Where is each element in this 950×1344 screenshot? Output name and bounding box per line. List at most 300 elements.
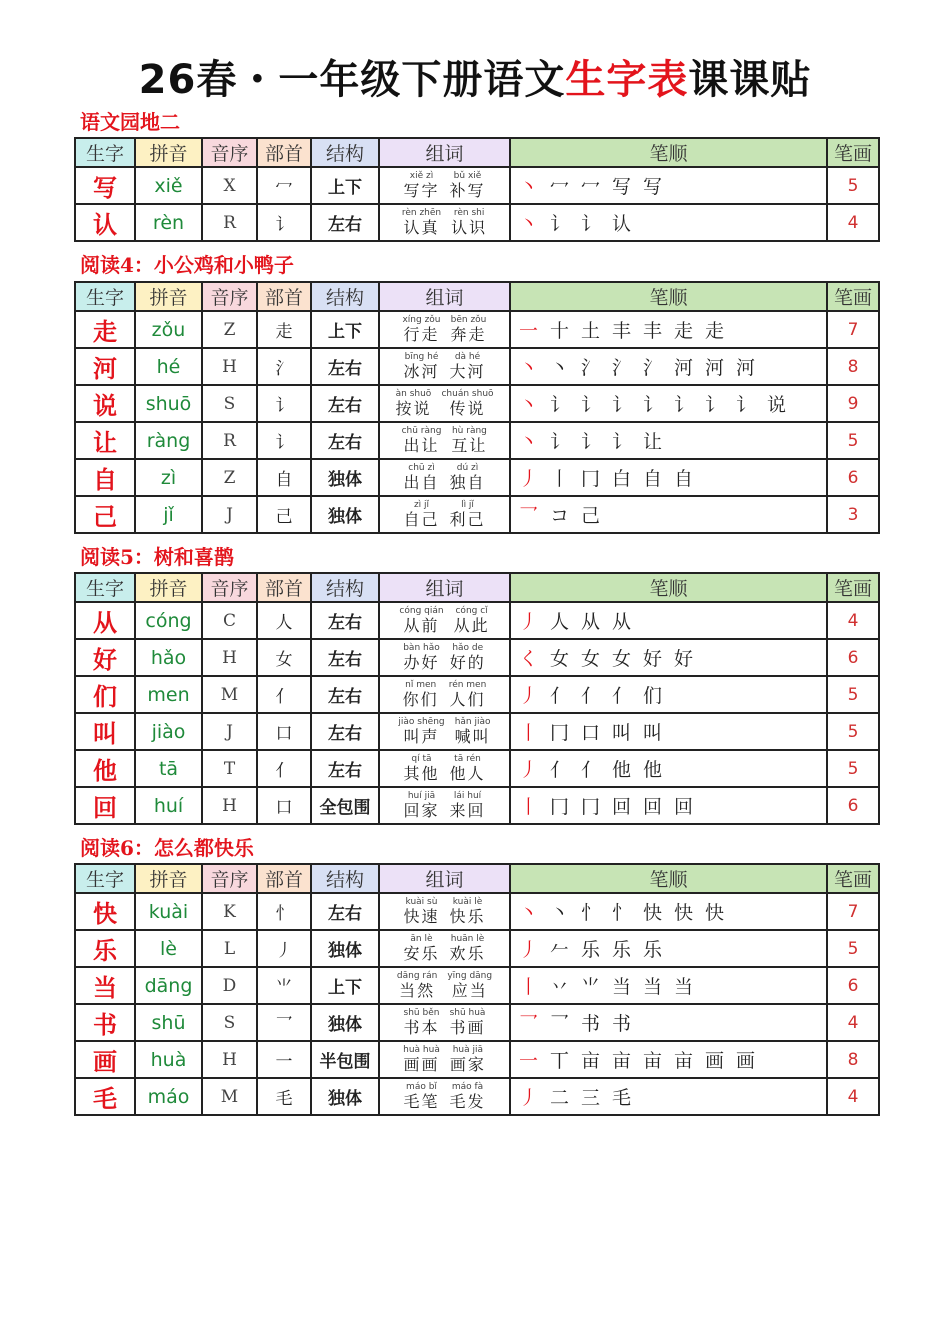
header-row — [75, 573, 879, 602]
structure-cell: 独体 — [311, 496, 379, 533]
word-pinyin: bàn hǎo — [403, 643, 440, 653]
stroke-step: 讠 — [612, 394, 632, 416]
words-cell — [379, 167, 510, 204]
stroke-step: 女 — [581, 648, 601, 670]
stroke-step: 毛 — [612, 1087, 632, 1109]
word-pinyin: kuài sù — [405, 897, 438, 907]
column-header: 拼音 — [135, 573, 202, 602]
radical-cell: 讠 — [257, 422, 311, 459]
word-text: 喊叫 — [454, 727, 491, 746]
pinyin-cell: jiào — [135, 713, 202, 750]
stroke-order-cell — [510, 422, 827, 459]
column-header: 拼音 — [135, 282, 202, 311]
stroke-step: 𠂉 — [550, 939, 570, 961]
word-text: 出自 — [403, 473, 440, 492]
word-pinyin: huān lè — [450, 934, 485, 944]
stroke-step: 氵 — [612, 357, 632, 379]
stroke-order-cell — [510, 311, 827, 348]
word-text: 自己 — [403, 510, 440, 529]
stroke-count-cell: 6 — [827, 967, 879, 1004]
character-cell: 毛 — [75, 1078, 135, 1115]
words-cell — [379, 496, 510, 533]
word-item — [441, 390, 493, 417]
word-pinyin: máo bǐ — [406, 1082, 437, 1092]
stroke-step: 丶 — [550, 357, 570, 379]
character-cell: 河 — [75, 348, 135, 385]
stroke-step: 白 — [612, 468, 632, 490]
order-letter-cell: Z — [202, 459, 257, 496]
radical-cell: 氵 — [257, 348, 311, 385]
word-pinyin: rèn shi — [453, 208, 485, 218]
character-cell: 走 — [75, 311, 135, 348]
word-item — [455, 718, 491, 745]
stroke-step: 丨 — [519, 722, 539, 744]
word-pinyin: àn shuō — [395, 389, 432, 399]
stroke-step: 冂 — [581, 468, 601, 490]
pinyin-cell: hé — [135, 348, 202, 385]
word-list — [380, 1009, 509, 1036]
word-item — [403, 1083, 439, 1110]
words-cell — [379, 602, 510, 639]
word-pinyin: bǔ xiě — [453, 171, 482, 181]
stroke-step: 氵 — [581, 357, 601, 379]
words-cell — [379, 787, 510, 824]
pinyin-cell: tā — [135, 750, 202, 787]
stroke-order-cell — [510, 1004, 827, 1041]
stroke-step: 自 — [643, 468, 663, 490]
word-item — [403, 172, 439, 199]
order-letter-cell: M — [202, 1078, 257, 1115]
column-header: 结构 — [311, 282, 379, 311]
stroke-step: 讠 — [581, 431, 601, 453]
header-row — [75, 138, 879, 167]
stroke-step: 亻 — [550, 759, 570, 781]
table-row — [75, 496, 879, 533]
word-item — [450, 792, 486, 819]
stroke-step: 丶 — [519, 176, 539, 198]
table-row — [75, 787, 879, 824]
stroke-count-cell: 8 — [827, 1041, 879, 1078]
stroke-step: 乐 — [643, 939, 663, 961]
stroke-step: 亻 — [550, 685, 570, 707]
table-row — [75, 967, 879, 1004]
character-cell: 好 — [75, 639, 135, 676]
radical-cell: 冖 — [257, 167, 311, 204]
stroke-step: 回 — [674, 796, 694, 818]
column-header: 部首 — [257, 282, 311, 311]
word-list — [380, 427, 509, 454]
stroke-step: 冖 — [581, 176, 601, 198]
word-pinyin: bēn zǒu — [450, 315, 487, 325]
column-header: 生字 — [75, 138, 135, 167]
stroke-step: 说 — [767, 394, 787, 416]
stroke-step: 亩 — [612, 1050, 632, 1072]
word-text: 写字 — [403, 181, 440, 200]
word-pinyin: jiào shēng — [398, 717, 445, 727]
stroke-step: 丶 — [519, 357, 539, 379]
order-letter-cell: H — [202, 787, 257, 824]
column-header: 笔顺 — [510, 864, 827, 893]
structure-cell: 左右 — [311, 713, 379, 750]
word-item — [395, 390, 431, 417]
stroke-step: 乐 — [581, 939, 601, 961]
vocab-table — [74, 863, 880, 1116]
stroke-step: 讠 — [736, 394, 756, 416]
stroke-order-cell — [510, 893, 827, 930]
structure-cell: 左右 — [311, 893, 379, 930]
stroke-step: 亩 — [643, 1050, 663, 1072]
stroke-order-cell — [510, 496, 827, 533]
word-text: 书本 — [403, 1018, 440, 1037]
stroke-step: 女 — [550, 648, 570, 670]
column-header: 部首 — [257, 573, 311, 602]
stroke-step: コ — [550, 505, 570, 527]
table-row — [75, 750, 879, 787]
stroke-step: 画 — [705, 1050, 725, 1072]
word-pinyin: rèn zhēn — [401, 208, 442, 218]
word-text: 来回 — [449, 801, 486, 820]
word-item — [449, 681, 487, 708]
stroke-step: 乛 — [550, 1013, 570, 1035]
word-pinyin: cóng qián — [399, 606, 444, 616]
pinyin-cell: kuài — [135, 893, 202, 930]
stroke-step: 一 — [519, 320, 539, 342]
table-row — [75, 639, 879, 676]
order-letter-cell: C — [202, 602, 257, 639]
stroke-order-cell — [510, 602, 827, 639]
word-item — [403, 935, 439, 962]
radical-cell: 走 — [257, 311, 311, 348]
word-item — [450, 755, 486, 782]
stroke-step: 河 — [674, 357, 694, 379]
word-item — [403, 353, 439, 380]
word-item — [451, 316, 487, 343]
word-text: 应当 — [451, 981, 488, 1000]
radical-cell: 忄 — [257, 893, 311, 930]
word-pinyin: máo fà — [451, 1082, 484, 1092]
stroke-count-cell: 5 — [827, 930, 879, 967]
stroke-order-cell — [510, 713, 827, 750]
order-letter-cell: D — [202, 967, 257, 1004]
stroke-step: 河 — [736, 357, 756, 379]
stroke-order-cell — [510, 930, 827, 967]
stroke-order-cell — [510, 348, 827, 385]
stroke-step: 让 — [643, 431, 663, 453]
word-list — [380, 755, 509, 782]
vocab-table — [74, 572, 880, 825]
order-letter-cell: T — [202, 750, 257, 787]
table-row — [75, 1078, 879, 1115]
order-letter-cell: L — [202, 930, 257, 967]
character-cell: 叫 — [75, 713, 135, 750]
character-cell: 画 — [75, 1041, 135, 1078]
word-list — [380, 607, 509, 634]
radical-cell: 口 — [257, 713, 311, 750]
stroke-step: 三 — [581, 1087, 601, 1109]
stroke-step: 当 — [674, 976, 694, 998]
words-cell — [379, 930, 510, 967]
word-item — [450, 1046, 486, 1073]
stroke-step: 他 — [612, 759, 632, 781]
column-header: 组词 — [379, 282, 510, 311]
word-text: 行走 — [403, 325, 440, 344]
word-text: 其他 — [403, 764, 440, 783]
stroke-step: 讠 — [643, 394, 663, 416]
stroke-step: 丿 — [519, 939, 539, 961]
structure-cell: 左右 — [311, 750, 379, 787]
character-cell: 让 — [75, 422, 135, 459]
page-title — [0, 48, 950, 105]
word-text: 当然 — [399, 981, 436, 1000]
word-text: 书画 — [449, 1018, 486, 1037]
stroke-order-cell — [510, 676, 827, 713]
stroke-order-cell — [510, 750, 827, 787]
vocab-table — [74, 137, 880, 242]
table-row — [75, 1041, 879, 1078]
order-letter-cell: H — [202, 348, 257, 385]
table-row — [75, 311, 879, 348]
words-cell — [379, 713, 510, 750]
stroke-count-cell: 6 — [827, 459, 879, 496]
pinyin-cell: shuō — [135, 385, 202, 422]
radical-cell: 讠 — [257, 204, 311, 241]
words-cell — [379, 385, 510, 422]
character-cell: 书 — [75, 1004, 135, 1041]
radical-cell: 讠 — [257, 385, 311, 422]
stroke-count-cell: 5 — [827, 750, 879, 787]
stroke-step: 讠 — [550, 213, 570, 235]
words-cell — [379, 639, 510, 676]
word-item — [450, 172, 486, 199]
stroke-step: 丅 — [550, 1050, 570, 1072]
stroke-step: 们 — [643, 685, 663, 707]
table-row — [75, 385, 879, 422]
radical-cell: 一 — [257, 1041, 311, 1078]
stroke-order-cell — [510, 1041, 827, 1078]
stroke-step: 丨 — [519, 976, 539, 998]
column-header: 结构 — [311, 864, 379, 893]
pinyin-cell: cóng — [135, 602, 202, 639]
stroke-step: 丶 — [519, 902, 539, 924]
word-list — [380, 316, 509, 343]
stroke-step: 快 — [674, 902, 694, 924]
word-text: 独自 — [449, 473, 486, 492]
structure-cell: 左右 — [311, 602, 379, 639]
words-cell — [379, 204, 510, 241]
column-header: 笔画 — [827, 282, 879, 311]
stroke-count-cell: 5 — [827, 167, 879, 204]
stroke-step: 讠 — [550, 431, 570, 453]
stroke-step: 亻 — [612, 685, 632, 707]
word-list — [380, 681, 509, 708]
radical-cell: 丿 — [257, 930, 311, 967]
column-header: 笔顺 — [510, 138, 827, 167]
stroke-step: 丿 — [519, 685, 539, 707]
structure-cell: 全包围 — [311, 787, 379, 824]
word-pinyin: lái huí — [453, 791, 482, 801]
table-row — [75, 348, 879, 385]
stroke-step: 口 — [581, 722, 601, 744]
radical-cell: 女 — [257, 639, 311, 676]
structure-cell: 左右 — [311, 348, 379, 385]
word-text: 画画 — [403, 1055, 440, 1074]
radical-cell: 己 — [257, 496, 311, 533]
word-text: 冰河 — [403, 362, 440, 381]
character-cell: 当 — [75, 967, 135, 1004]
word-list — [380, 1046, 509, 1073]
words-cell — [379, 1078, 510, 1115]
words-cell — [379, 893, 510, 930]
word-pinyin: shū huà — [449, 1008, 486, 1018]
word-list — [380, 172, 509, 199]
word-text: 从前 — [403, 616, 440, 635]
stroke-step: 讠 — [674, 394, 694, 416]
column-header: 部首 — [257, 864, 311, 893]
word-item — [447, 972, 492, 999]
stroke-step: 快 — [705, 902, 725, 924]
character-cell: 从 — [75, 602, 135, 639]
word-text: 传说 — [449, 399, 486, 418]
words-cell — [379, 1041, 510, 1078]
stroke-step: 写 — [643, 176, 663, 198]
stroke-step: 十 — [550, 320, 570, 342]
word-item — [403, 792, 439, 819]
word-text: 认识 — [451, 218, 488, 237]
stroke-step: 书 — [612, 1013, 632, 1035]
words-cell — [379, 422, 510, 459]
column-header: 生字 — [75, 864, 135, 893]
stroke-order-cell — [510, 459, 827, 496]
word-pinyin: cóng cǐ — [455, 606, 488, 616]
structure-cell: 左右 — [311, 422, 379, 459]
words-cell — [379, 348, 510, 385]
stroke-step: 写 — [612, 176, 632, 198]
word-text: 回家 — [403, 801, 440, 820]
structure-cell: 半包围 — [311, 1041, 379, 1078]
section-title: 语文园地二 — [80, 110, 180, 134]
column-header: 笔画 — [827, 864, 879, 893]
word-item — [403, 1046, 440, 1073]
word-pinyin: chuán shuō — [441, 389, 494, 399]
character-cell: 说 — [75, 385, 135, 422]
stroke-step: 冂 — [550, 722, 570, 744]
word-text: 毛笔 — [403, 1092, 440, 1111]
word-pinyin: ān lè — [410, 934, 433, 944]
word-pinyin: chū ràng — [401, 426, 442, 436]
word-item — [402, 427, 442, 454]
title-part1: 26春・一年级下册语文 — [138, 57, 566, 103]
pinyin-cell: xiě — [135, 167, 202, 204]
column-header: 部首 — [257, 138, 311, 167]
column-header: 音序 — [202, 138, 257, 167]
stroke-count-cell: 7 — [827, 893, 879, 930]
header-row — [75, 864, 879, 893]
word-text: 快乐 — [449, 907, 486, 926]
pinyin-cell: men — [135, 676, 202, 713]
word-list — [380, 898, 509, 925]
stroke-order-cell — [510, 787, 827, 824]
stroke-count-cell: 4 — [827, 1078, 879, 1115]
word-pinyin: zì jǐ — [413, 500, 430, 510]
table-row — [75, 204, 879, 241]
stroke-step: 亩 — [581, 1050, 601, 1072]
structure-cell: 独体 — [311, 459, 379, 496]
order-letter-cell: K — [202, 893, 257, 930]
stroke-step: 走 — [674, 320, 694, 342]
word-text: 大河 — [449, 362, 486, 381]
stroke-step: 乐 — [612, 939, 632, 961]
stroke-step: 河 — [705, 357, 725, 379]
word-text: 你们 — [402, 690, 439, 709]
order-letter-cell: H — [202, 639, 257, 676]
stroke-step: 亻 — [581, 685, 601, 707]
stroke-step: 叫 — [643, 722, 663, 744]
column-header: 笔顺 — [510, 573, 827, 602]
character-cell: 自 — [75, 459, 135, 496]
character-cell: 认 — [75, 204, 135, 241]
pinyin-cell: jǐ — [135, 496, 202, 533]
structure-cell: 独体 — [311, 1004, 379, 1041]
column-header: 生字 — [75, 282, 135, 311]
stroke-step: 画 — [736, 1050, 756, 1072]
stroke-step: 从 — [581, 611, 601, 633]
stroke-step: 当 — [612, 976, 632, 998]
word-item — [403, 1009, 439, 1036]
word-pinyin: xíng zǒu — [402, 315, 441, 325]
column-header: 组词 — [379, 138, 510, 167]
word-item — [450, 1083, 486, 1110]
stroke-order-cell — [510, 967, 827, 1004]
column-header: 笔顺 — [510, 282, 827, 311]
structure-cell: 上下 — [311, 167, 379, 204]
word-list — [380, 935, 509, 962]
stroke-step: く — [519, 648, 539, 670]
structure-cell: 左右 — [311, 204, 379, 241]
pinyin-cell: dāng — [135, 967, 202, 1004]
pinyin-cell: hǎo — [135, 639, 202, 676]
word-item — [451, 209, 487, 236]
stroke-step: 讠 — [550, 394, 570, 416]
word-text: 快速 — [403, 907, 440, 926]
structure-cell: 独体 — [311, 930, 379, 967]
words-cell — [379, 311, 510, 348]
word-pinyin: rén men — [448, 680, 487, 690]
structure-cell: 左右 — [311, 385, 379, 422]
word-text: 人们 — [449, 690, 486, 709]
stroke-order-cell — [510, 204, 827, 241]
word-text: 补写 — [449, 181, 486, 200]
stroke-step: 丨 — [519, 796, 539, 818]
stroke-step: 乛 — [519, 1013, 539, 1035]
column-header: 拼音 — [135, 864, 202, 893]
stroke-step: 女 — [612, 648, 632, 670]
word-pinyin: nǐ men — [405, 680, 437, 690]
word-list — [380, 644, 509, 671]
word-pinyin: huà jiā — [452, 1045, 483, 1055]
stroke-step: 丰 — [643, 320, 663, 342]
column-header: 生字 — [75, 573, 135, 602]
word-pinyin: chū zì — [408, 463, 435, 473]
word-pinyin: shū běn — [403, 1008, 440, 1018]
stroke-step: 讠 — [581, 213, 601, 235]
structure-cell: 上下 — [311, 967, 379, 1004]
stroke-step: 叫 — [612, 722, 632, 744]
column-header: 组词 — [379, 573, 510, 602]
stroke-step: 当 — [643, 976, 663, 998]
stroke-step: 忄 — [581, 902, 601, 924]
stroke-step: 丿 — [519, 1087, 539, 1109]
stroke-step: 土 — [581, 320, 601, 342]
